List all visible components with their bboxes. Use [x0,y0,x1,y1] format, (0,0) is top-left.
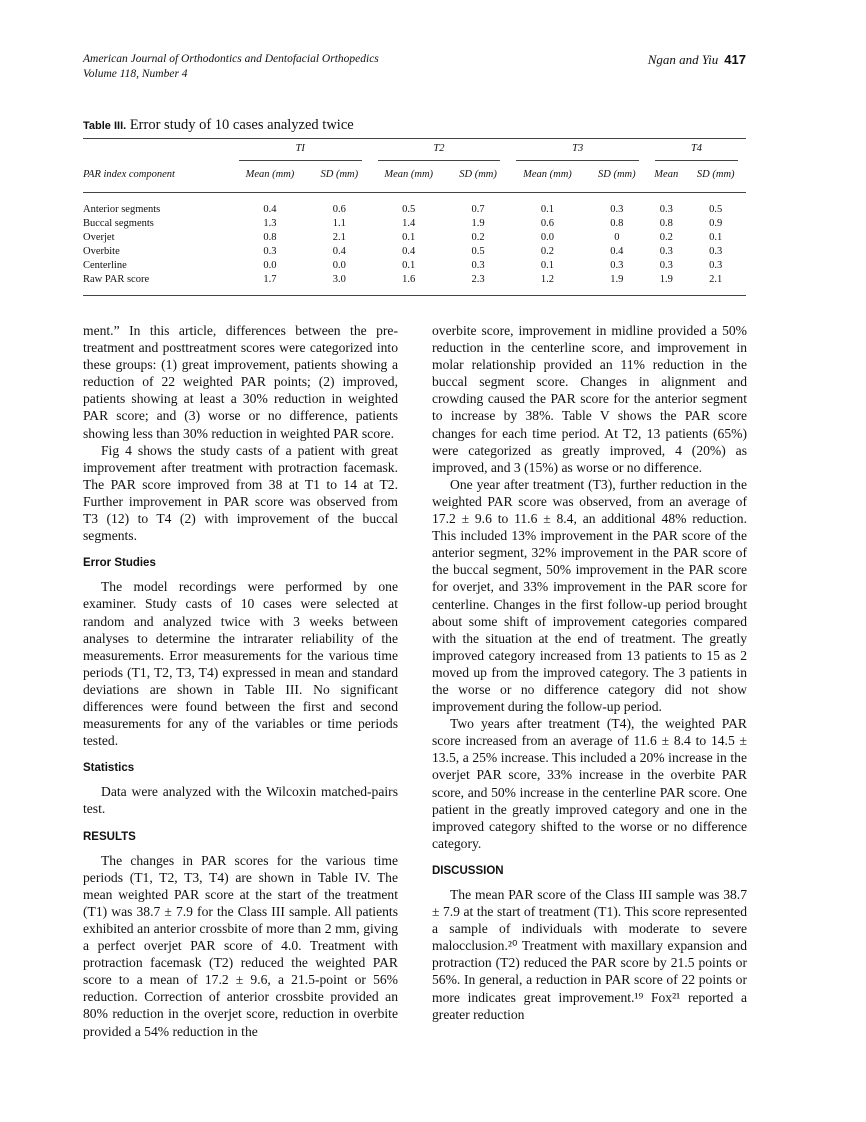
paragraph: The changes in PAR scores for the various time periods (T1, T2, T3, T4) are shown in Table IV. The mean weighted PAR score at the start of the treatment (T1) was 38.7 ± 7.9 for the Class III sample. All patients exhibited an anterior crossbite of more than 2 mm, giving a perfect overjet PAR score of 4.0. Treatment with protraction facemask (T2) reduced the weighted PAR score to a mean of 17.2 ± 9.6, a 21.5-point or 56% reduction. Correction of anterior crossbite provided an 80% reduction in the overjet score, reduction in overbite provided a 54% reduction in the [83,852,398,1039]
error-study-table [83,138,746,296]
paragraph: The model recordings were performed by one examiner. Study casts of 10 cases were selected at random and analyzed twice with 3 weeks between analyses to determine the intrarater reliability of the measurements. Error measurements for the various time periods (T1, T2, T3, T4) expressed in mean and standard deviations are shown in Table III. No significant differences were found between the first and second measurements for any of the variables or time periods tested. [83,579,398,749]
table-row [83,259,746,273]
table-cell: 2.1 [332,232,346,243]
table-cell: 0.1 [402,232,416,243]
table-cell: Centerline [83,260,127,271]
table-cell: 0 [614,232,620,243]
table-cell: 2.3 [471,274,485,285]
column-header: Mean (mm) [370,167,448,193]
column-header: SD (mm) [685,167,746,193]
journal-volume: Volume 118, Number 4 [83,68,188,80]
table-cell: Overbite [83,246,120,257]
table-caption: Table III. Error study of 10 cases analyzed twice [83,117,354,133]
table-cell: 0.3 [709,246,723,257]
paragraph: Two years after treatment (T4), the weighted PAR score increased from an average of 11.6 ± 8.4 to 14.5 ± 13.5, a 25% increase. This included a 20% increase in the overjet PAR score, 33% increase in the overbite PAR score, and 50% increase in the centerline PAR score. One patient in the greatly improved category and one in the improved category shifted to the worse or no difference category. [432,716,747,851]
table-cell: 0.6 [332,204,346,215]
table-cell: 0.8 [610,218,624,229]
section-heading: DISCUSSION [432,864,504,877]
table-cell: 0.2 [471,232,485,243]
table-cell: 1.9 [471,218,485,229]
table-cell: 0.3 [471,260,485,271]
table-iii [83,117,746,296]
paragraph: ment.” In this article, differences between the pre-treatment and posttreatment scores were categorized into these groups: (1) great improvement, patients showing a reduction of 22 weighted PAR points; (2) improved, patients showing at least a 30% reduction in weighted PAR score; and (3) worse or no difference, patients showing less than 30% reduction in weighted PAR score. [83,323,398,441]
table-cell: Raw PAR score [83,274,150,285]
section-heading: Error Studies [83,557,156,570]
paragraph: The mean PAR score of the Class III sample was 38.7 ± 7.9 at the start of treatment (T1). This score represented a sample of individuals with moderate to severe malocclusion.²⁰ Treatment with maxillary expansion and protraction (T2) reduced the PAR score by 21.5 points or 56%. In general, a reduction in PAR score of 22 points or more indicates great improvement.¹⁹ Fox²¹ reported a greater reduction [432,887,747,1022]
group-header: T2 [370,139,509,168]
table-cell: 0.5 [402,204,416,215]
table-cell: 0.2 [659,232,673,243]
table-cell: 1.6 [402,274,416,285]
table-cell: 0.8 [659,218,673,229]
column-header: SD (mm) [587,167,647,193]
table-cell: 0.8 [263,232,277,243]
table-cell: 0.3 [610,260,624,271]
table-cell: 0.0 [540,232,554,243]
table-cell: 0.3 [709,260,723,271]
table-cell: 1.1 [332,218,346,229]
table-cell: 2.1 [709,274,723,285]
table-cell: 0.0 [263,260,277,271]
left-column [83,322,398,1040]
table-cell: 0.1 [540,260,554,271]
running-header-left [83,52,379,82]
authors: Ngan and Yiu [647,52,719,67]
right-column [432,322,747,1023]
column-header: SD (mm) [309,167,369,193]
table-cell: 0.6 [540,218,554,229]
column-header: Mean (mm) [508,167,586,193]
table-row [83,193,746,218]
table-cell: 0.9 [709,218,723,229]
table-cell: 0.1 [402,260,416,271]
table-cell: 3.0 [332,274,346,285]
table-cell: 1.2 [540,274,554,285]
paragraph: One year after treatment (T3), further reduction in the weighted PAR score was observed, from an average of 17.2 ± 9.6 to 11.6 ± 8.4, an additional 48% reduction. This included 13% improvement in the PAR score of the anterior segment, 32% improvement in the PAR score of the buccal segment, 50% improvement in the PAR score for overjet, and 33% improvement in the PAR score for centerline. Changes in the first follow-up period brought about some shift of improvement categories compared with the situation at the end of treatment. The greatly improved category increased from 13 patients to 15 as 2 moved up from the improved category. The 3 patients in the worse or no difference category did not show improvement during the follow-up period. [432,476,747,715]
section-heading: Statistics [83,762,135,775]
table-cell: Buccal segments [83,218,154,229]
table-cell: 0.1 [540,204,554,215]
journal-name: American Journal of Orthodontics and Dentofacial Orthopedics [83,53,379,65]
table-row [83,245,746,259]
table-cell: 1.9 [659,274,673,285]
table-cell: 0.2 [540,246,554,257]
table-row [83,231,746,245]
table-cell: 0.5 [709,204,723,215]
table-row [83,217,746,231]
table-cell: 0.5 [471,246,485,257]
column-header: Mean [647,167,685,193]
group-header: TI [231,139,370,168]
table-row [83,273,746,296]
table-cell: 1.3 [263,218,277,229]
column-header: PAR index component [83,167,231,193]
table-cell: 0.4 [263,204,277,215]
column-header: Mean (mm) [231,167,309,193]
page-number: 417 [724,52,746,67]
table-cell: 0.4 [402,246,416,257]
paragraph: Fig 4 shows the study casts of a patient with great improvement after treatment with protraction facemask. The PAR score improved from 38 at T1 to 14 at T2. Further improvement in PAR score was observed from T3 (12) to T4 (2) with improvement of the buccal segments. [83,442,398,544]
group-header: T4 [647,139,746,168]
table-cell: 0.1 [709,232,723,243]
table-cell: 0.3 [263,246,277,257]
group-spacer [83,139,231,168]
table-cell: 0.7 [471,204,485,215]
section-heading: RESULTS [83,830,136,843]
table-cell: Overjet [83,232,115,243]
table-cell: 0.4 [332,246,346,257]
table-cell: 0.3 [659,204,673,215]
table-cell: 0.3 [610,204,624,215]
group-header: T3 [508,139,647,168]
table-cell: 0.3 [659,246,673,257]
paragraph: Data were analyzed with the Wilcoxin matched-pairs test. [83,784,398,817]
table-cell: 0.3 [659,260,673,271]
table-cell: 1.7 [263,274,277,285]
table-cell: 1.9 [610,274,624,285]
table-cell: 0.4 [610,246,624,257]
table-cell: 0.0 [332,260,346,271]
table-cell: Anterior segments [83,204,161,215]
column-header: SD (mm) [448,167,508,193]
table-cell: 1.4 [402,218,416,229]
running-header-right [648,52,746,67]
paragraph: overbite score, improvement in midline provided a 50% reduction in the centerline score, and improvement in molar relationship provided an 11% reduction in the buccal segment score. Changes in alignment and crowding caused the PAR score for the anterior segment to increase by 38%. Table V shows the PAR score changes for each time period. At T2, 13 patients (65%) were categorized as greatly improved, 4 (20%) as improved, and 3 (15%) as worse or no difference. [432,323,747,475]
